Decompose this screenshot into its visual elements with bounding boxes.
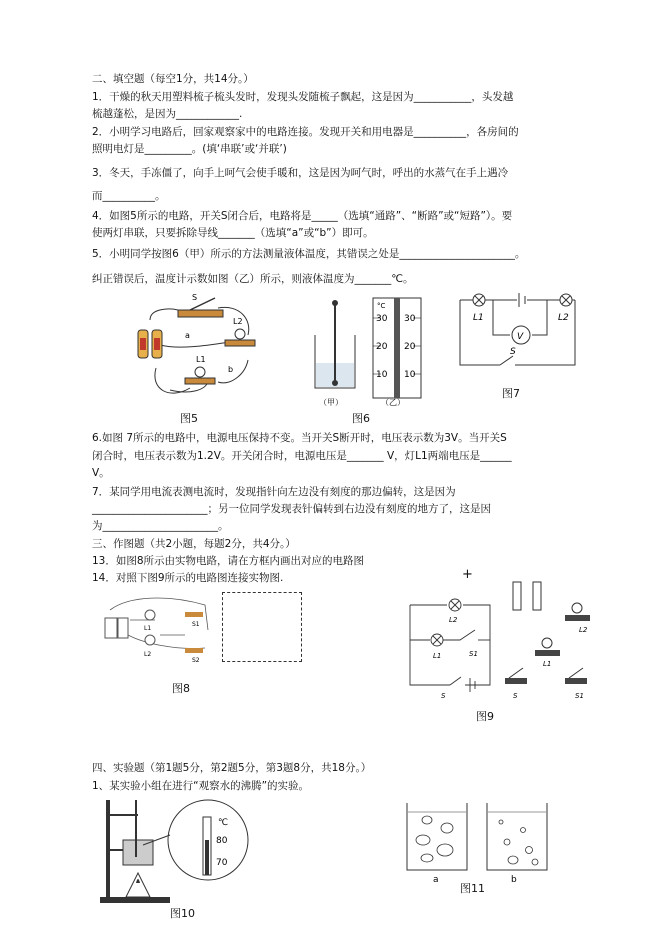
fig6-tick-10-right: 10 bbox=[404, 370, 416, 380]
figure-7-circuit bbox=[455, 290, 585, 380]
fig7-label-s: S bbox=[510, 347, 516, 357]
question-13: 13．如图8所示由实物电路，请在方框内画出对应的电路图 bbox=[92, 555, 365, 567]
figure-6-caption: 图6 bbox=[352, 412, 370, 425]
figure-7-caption: 图7 bbox=[502, 387, 520, 400]
question-7-line-1: 7．某同学用电流表测电流时，发现指针向左边没有刻度的那边偏转，这是因为 bbox=[92, 486, 456, 498]
fig11-label-b: b bbox=[511, 875, 517, 885]
figure-8-answer-box bbox=[222, 592, 302, 662]
fig9-real-label-l1: L1 bbox=[543, 660, 552, 668]
fig5-label-a: a bbox=[185, 331, 190, 340]
fig5-label-b: b bbox=[228, 365, 234, 374]
fig5-label-s: S bbox=[192, 293, 198, 302]
fig6-tick-20-left: 20 bbox=[376, 342, 388, 352]
question-3-line-2: 而__________。 bbox=[92, 190, 166, 202]
question-1-line-1: 1．干燥的秋天用塑料梳子梳头发时，发现头发随梳子飘起，这是因为___________，头发越 bbox=[92, 91, 514, 103]
fig7-label-v: V bbox=[517, 332, 524, 342]
question-1-line-2: 梳越蓬松，是因为____________. bbox=[92, 108, 243, 120]
section-two-heading: 二、填空题（每空1分，共14分。） bbox=[92, 73, 254, 85]
question-5-line-2: 纠正错误后，温度计示数如图（乙）所示，则液体温度为_______℃。 bbox=[92, 273, 414, 285]
fig6-tick-20-right: 20 bbox=[404, 342, 416, 352]
figure-9-plus-sign: + bbox=[462, 567, 473, 582]
fig10-tick-80: 80 bbox=[216, 836, 228, 846]
fig6-tick-10-left: 10 bbox=[376, 370, 388, 380]
question-7-line-2: ______________________；另一位同学发现表针偏转到右边没有刻度的地方了，这是因 bbox=[92, 503, 491, 515]
question-7-line-3: 为______________________。 bbox=[92, 520, 229, 532]
fig9-label-s1: S1 bbox=[469, 650, 478, 658]
question-14: 14．对照下图9所示的电路图连接实物图. bbox=[92, 572, 284, 584]
figure-9-circuit bbox=[405, 580, 605, 705]
fig5-label-l2: L2 bbox=[233, 317, 243, 326]
fig7-label-l1: L1 bbox=[473, 313, 484, 323]
fig9-label-s: S bbox=[441, 692, 446, 700]
figure-11-beakers bbox=[405, 800, 565, 885]
fig9-real-label-l2: L2 bbox=[579, 626, 588, 634]
fig7-label-l2: L2 bbox=[558, 313, 569, 323]
fig8-label-l2: L2 bbox=[144, 651, 152, 658]
fig8-label-l1: L1 bbox=[144, 625, 152, 632]
figure-6-thermometer bbox=[305, 293, 425, 408]
question-2-line-1: 2．小明学习电路后，回家观察家中的电路连接。发现开关和用电器是__________，各房间的 bbox=[92, 126, 519, 138]
fig9-label-l2: L2 bbox=[449, 616, 458, 624]
fig6-tick-30-left: 30 bbox=[376, 314, 388, 324]
fig8-label-s2: S2 bbox=[192, 657, 200, 664]
section-three-heading: 三、作图题（共2小题，每题2分，共4分。） bbox=[92, 538, 296, 550]
fig8-label-s1: S1 bbox=[192, 621, 200, 628]
fig6-label-yi: （乙） bbox=[381, 398, 405, 407]
question-2-line-2: 照明电灯是_________。(填‘串联’或‘并联’) bbox=[92, 143, 287, 155]
figure-8-circuit bbox=[100, 590, 220, 665]
fig5-label-l1: L1 bbox=[196, 355, 206, 364]
experiment-1-text: 1、某实验小组在进行“观察水的沸腾”的实验。 bbox=[92, 780, 310, 792]
fig9-real-label-s: S bbox=[513, 692, 518, 700]
fig9-label-l1: L1 bbox=[433, 652, 442, 660]
question-6-line-2: 闭合时，电压表示数为1.2V。开关闭合时，电源电压是_______ V，灯L1两端电压是______ bbox=[92, 450, 512, 462]
fig9-real-label-s1: S1 bbox=[575, 692, 584, 700]
fig11-label-a: a bbox=[433, 875, 439, 885]
section-four-heading: 四、实验题（第1题5分，第2题5分，第3题8分，共18分。） bbox=[92, 762, 372, 774]
question-3-line-1: 3．冬天，手冻僵了，向手上呵气会使手暖和，这是因为呵气时，呼出的水蒸气在手上遇冷 bbox=[92, 167, 509, 179]
figure-10-caption: 图10 bbox=[170, 907, 195, 920]
question-5-line-1: 5．小明同学按图6（甲）所示的方法测量液体温度，其错误之处是______________________。 bbox=[92, 248, 526, 260]
fig10-tick-70: 70 bbox=[216, 858, 228, 868]
question-6-line-1: 6.如图 7所示的电路中，电源电压保持不变。当开关S断开时，电压表示数为3V。当开关S bbox=[92, 432, 507, 444]
fig6-tick-30-right: 30 bbox=[404, 314, 416, 324]
figure-5-caption: 图5 bbox=[180, 412, 198, 425]
figure-9-caption: 图9 bbox=[476, 710, 494, 723]
fig10-unit: ℃ bbox=[218, 818, 229, 828]
figure-10-apparatus bbox=[98, 795, 258, 910]
question-4-line-1: 4．如图5所示的电路，开关S闭合后，电路将是_____（选填“通路”、“断路”或“短路”）。要 bbox=[92, 210, 513, 222]
figure-5-circuit bbox=[130, 290, 280, 405]
question-4-line-2: 使两灯串联，只要拆除导线_______（选填“a”或“b”）即可。 bbox=[92, 227, 374, 239]
fig6-unit: °C bbox=[377, 302, 386, 310]
figure-11-caption: 图11 bbox=[460, 882, 485, 895]
fig6-label-jia: （甲） bbox=[319, 398, 343, 407]
figure-8-caption: 图8 bbox=[172, 682, 190, 695]
question-6-line-3: V。 bbox=[92, 467, 110, 479]
